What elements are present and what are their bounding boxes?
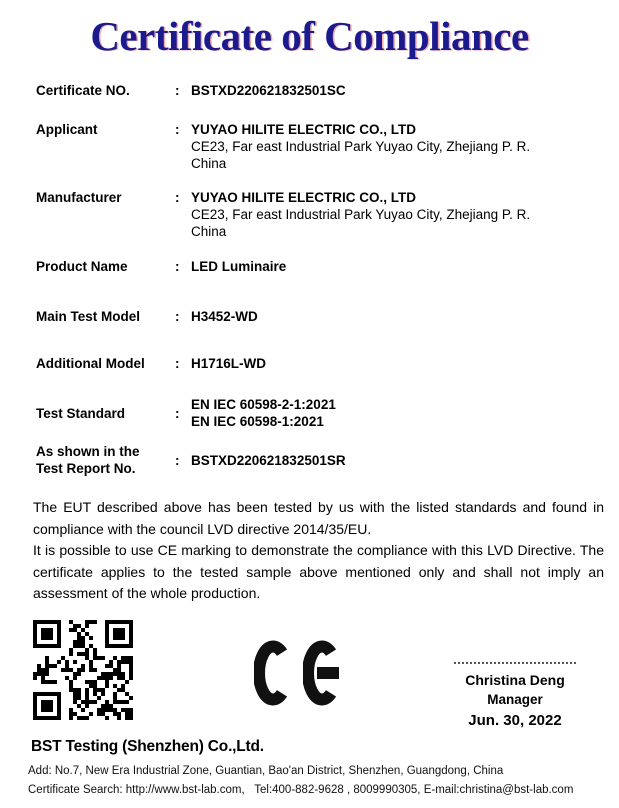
signer-name: Christina Deng bbox=[465, 672, 565, 688]
standard-line: EN IEC 60598-2-1:2021 bbox=[191, 397, 336, 412]
field-colon: : bbox=[175, 356, 180, 371]
ce-marking-icon bbox=[254, 639, 343, 707]
field-value: H1716L-WD bbox=[191, 356, 267, 371]
field-label: As shown in the Test Report No. bbox=[36, 444, 140, 476]
field-row-main-test-model bbox=[36, 308, 589, 325]
field-colon: : bbox=[175, 405, 180, 421]
field-label: Main Test Model bbox=[36, 309, 141, 324]
field-value: BSTXD220621832501SR bbox=[191, 452, 346, 468]
field-value bbox=[191, 121, 589, 172]
compliance-statement bbox=[33, 497, 604, 605]
company-address-line: China bbox=[191, 156, 227, 171]
signature-line bbox=[454, 662, 576, 664]
field-row-additional-model bbox=[36, 355, 589, 372]
field-value: BSTXD220621832501SC bbox=[191, 83, 346, 98]
statement-paragraph: The EUT described above has been tested by us with the listed standards and found in compliance with the council LVD directive 2014/35/EU. bbox=[33, 499, 604, 537]
signature-block bbox=[445, 650, 585, 731]
field-label: Applicant bbox=[36, 122, 98, 137]
field-label: Product Name bbox=[36, 259, 128, 274]
field-value bbox=[191, 189, 589, 240]
field-value bbox=[191, 396, 589, 430]
issuer-contact: Certificate Search: http://www.bst-lab.com, Tel:400-882-9628 , 8009990305, E-mail:christina@bst-lab.com bbox=[28, 784, 574, 796]
field-row-product-name bbox=[36, 258, 589, 275]
page-title: Certificate of Compliance bbox=[90, 13, 529, 59]
field-label: Manufacturer bbox=[36, 190, 122, 205]
qr-code-icon bbox=[33, 620, 133, 720]
signature-date: Jun. 30, 2022 bbox=[468, 712, 562, 729]
certificate-fields bbox=[36, 82, 589, 477]
field-colon: : bbox=[175, 83, 180, 98]
field-colon: : bbox=[175, 259, 180, 274]
company-name: YUYAO HILITE ELECTRIC CO., LTD bbox=[191, 190, 417, 205]
field-row-applicant bbox=[36, 121, 589, 172]
signer-title: Manager bbox=[487, 692, 543, 707]
field-row-test-report-no bbox=[36, 443, 589, 477]
company-name: YUYAO HILITE ELECTRIC CO., LTD bbox=[191, 122, 417, 137]
field-value: LED Luminaire bbox=[191, 259, 287, 274]
field-label: Certificate NO. bbox=[36, 83, 130, 98]
standard-line: EN IEC 60598-1:2021 bbox=[191, 414, 324, 429]
field-row-manufacturer bbox=[36, 189, 589, 240]
field-label: Additional Model bbox=[36, 356, 145, 371]
field-value: H3452-WD bbox=[191, 309, 258, 324]
ce-letter-e bbox=[303, 639, 343, 707]
issuer-company-name: BST Testing (Shenzhen) Co.,Ltd. bbox=[31, 738, 264, 755]
field-row-certificate-no bbox=[36, 82, 589, 99]
field-colon: : bbox=[175, 190, 180, 205]
statement-paragraph: It is possible to use CE marking to demonstrate the compliance with this LVD Directive. The certificate applies to the tested sample above mentioned only and shall not imply an assessment of the whole production. bbox=[33, 542, 604, 601]
field-row-test-standard bbox=[36, 396, 589, 430]
company-address-line: CE23, Far east Industrial Park Yuyao City, Zhejiang P. R. bbox=[191, 139, 531, 154]
field-colon: : bbox=[175, 309, 180, 324]
field-colon: : bbox=[175, 122, 180, 137]
field-colon: : bbox=[175, 452, 180, 468]
company-address-line: China bbox=[191, 224, 227, 239]
field-label: Test Standard bbox=[36, 405, 126, 421]
issuer-address: Add: No.7, New Era Industrial Zone, Guantian, Bao'an District, Shenzhen, Guangdong, China bbox=[28, 765, 504, 777]
ce-letter-c bbox=[254, 639, 294, 707]
company-address-line: CE23, Far east Industrial Park Yuyao City, Zhejiang P. R. bbox=[191, 207, 531, 222]
